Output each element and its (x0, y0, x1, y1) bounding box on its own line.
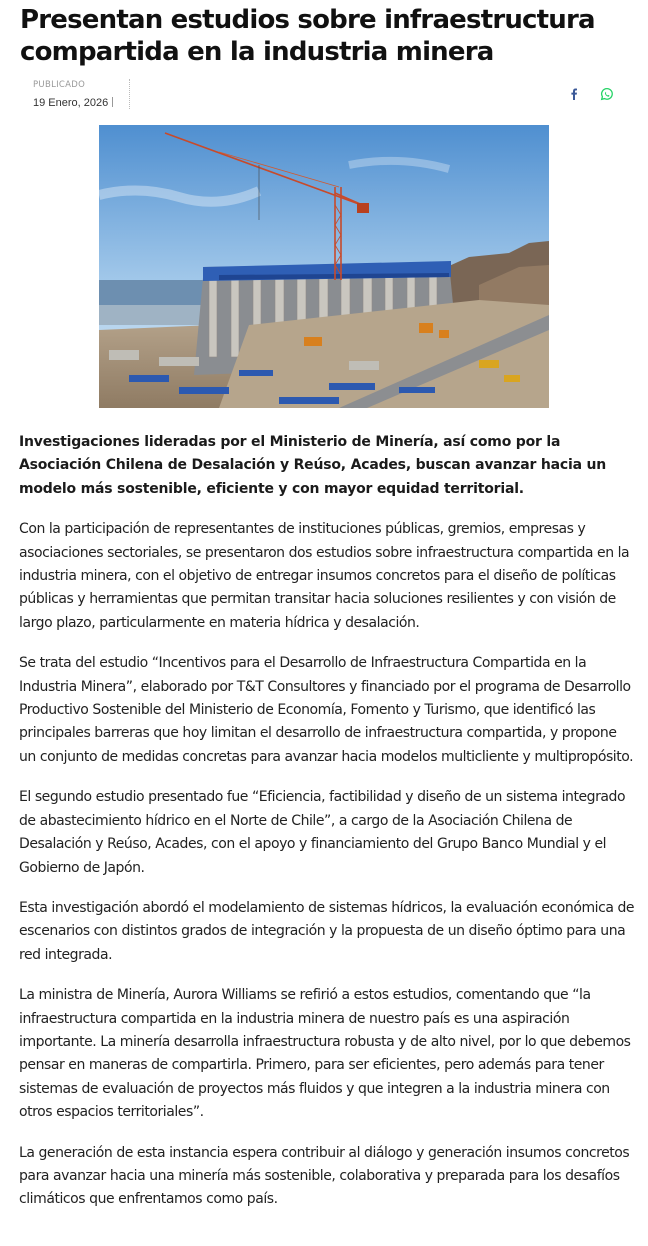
whatsapp-icon (599, 86, 615, 102)
article-title: Presentan estudios sobre infraestructura compartida en la industria minera (20, 5, 595, 67)
meta-divider (129, 79, 130, 109)
meta-separator (112, 97, 113, 107)
facebook-share-button[interactable] (566, 86, 582, 102)
article-paragraph: Con la participación de representantes de instituciones públicas, gremios, empresas y asociaciones sectoriales, se presentaron dos estudios sobre infraestructura compartida en la industria minera, con el objetivo de entregar insumos concretos para el diseño de políticas públicas y herramientas que permitan transitar hacia soluciones resilientes y con visión de largo plazo, particularmente en materia hídrica y desalación. (19, 521, 630, 631)
published-date: 19 Enero, 2026 (33, 97, 109, 109)
publish-meta (33, 79, 113, 111)
facebook-icon (566, 86, 582, 102)
published-label: PUBLICADO (33, 80, 86, 90)
article-body (19, 431, 635, 1229)
article-paragraph: La generación de esta instancia espera contribuir al diálogo y generación insumos concretos para avanzar hacia una minería más sostenible, colaborativa y preparada para los desafíos climáticos que enfrentamos como país. (19, 1144, 630, 1208)
article-paragraph: Se trata del estudio “Incentivos para el Desarrollo de Infraestructura Compartida en la Industria Minera”, elaborado por T&T Consultores y financiado por el programa de Desarrollo Productivo Sostenible del Ministerio de Economía, Fomento y Turismo, que identificó las principales barreras que hoy limitan el desarrollo de infraestructura compartida, y propone un conjunto de medidas concretas para avanzar hacia modelos multicliente y multipropósito. (19, 655, 634, 765)
article-paragraph: Esta investigación abordó el modelamiento de sistemas hídricos, la evaluación económica de escenarios con distintos grados de integración y la propuesta de un diseño óptimo para una red integrada. (19, 899, 635, 963)
construction-site-photo (99, 125, 549, 408)
article-paragraph: El segundo estudio presentado fue “Eficiencia, factibilidad y diseño de un sistema integrado de abastecimiento hídrico en el Norte de Chile”, a cargo de la Asociación Chilena de Desalación y Reúso, Acades, con el apoyo y financiamiento del Grupo Banco Mundial y el Gobierno de Japón. (19, 789, 626, 876)
article-lead: Investigaciones lideradas por el Ministerio de Minería, así como por la Asociación Chilena de Desalación y Reúso, Acades, buscan avanzar hacia un modelo más sostenible, eficiente y con mayor equidad territorial. (19, 434, 607, 497)
whatsapp-share-button[interactable] (599, 86, 615, 102)
article-paragraph: La ministra de Minería, Aurora Williams se refirió a estos estudios, comentando que “la infraestructura compartida en la industria minera de nuestro país es una aspiración importante. La minería desarrolla infraestructura robusta y de alto nivel, por lo que debemos pensar en maneras de compartirla. Primero, para ser eficientes, pero además para tener sistemas de evaluación de proyectos más fluidos y que integren a la industria minera con otros espacios territoriales”. (19, 987, 631, 1121)
